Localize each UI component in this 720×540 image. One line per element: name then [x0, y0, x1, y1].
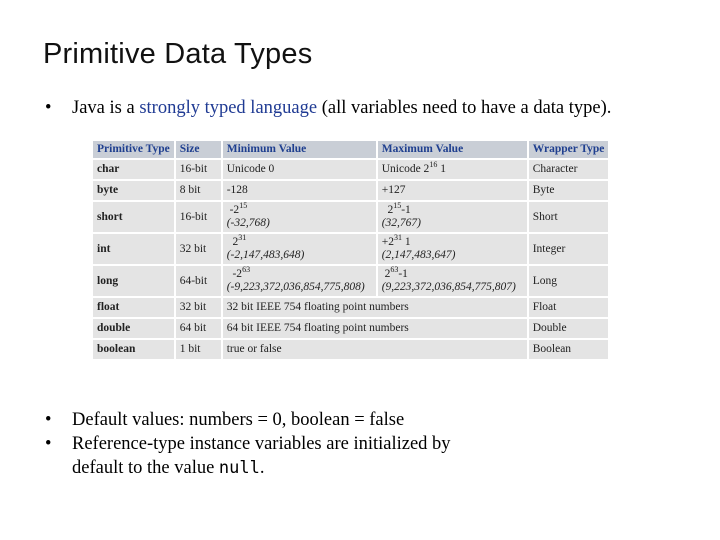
cell-type: int — [92, 233, 175, 265]
bullet-marker: • — [45, 434, 52, 454]
header-maximum-value: Maximum Value — [377, 140, 528, 159]
header-primitive-type: Primitive Type — [92, 140, 175, 159]
cell-wrapper: Character — [528, 159, 610, 180]
max-base: 2 — [387, 204, 394, 216]
max-exponent: 31 — [393, 233, 402, 243]
min-base: -2 — [232, 268, 243, 280]
cell-max — [377, 201, 528, 233]
max-exponent: 15 — [393, 201, 402, 211]
line2-post: . — [259, 458, 265, 478]
cell-size: 64 bit — [175, 318, 222, 339]
bullet-text — [72, 96, 611, 120]
cell-size: 32 bit — [175, 233, 222, 265]
cell-min — [222, 233, 377, 265]
cell-type: short — [92, 201, 175, 233]
max-value-detail: (2,147,483,647) — [381, 249, 456, 261]
cell-min: Unicode 0 — [222, 159, 377, 180]
min-exponent: 15 — [239, 201, 248, 211]
min-base: -2 — [229, 204, 240, 216]
min-exponent: 63 — [242, 265, 251, 275]
cell-range: true or false — [222, 339, 528, 360]
cell-size: 1 bit — [175, 339, 222, 360]
table-header-row — [92, 140, 609, 159]
header-size: Size — [175, 140, 222, 159]
cell-max — [377, 233, 528, 265]
bullet-marker: • — [45, 410, 52, 430]
cell-min — [222, 201, 377, 233]
max-tail: -1 — [398, 268, 408, 280]
bullet-text: Default values: numbers = 0, boolean = false — [72, 410, 405, 430]
max-tail: 1 — [437, 163, 446, 175]
bullet-text-line1: Reference-type instance variables are initialized by — [72, 434, 451, 454]
table-row-char — [92, 159, 609, 180]
min-base: 2 — [232, 236, 239, 248]
cell-max — [377, 159, 528, 180]
table-row-long — [92, 265, 609, 297]
min-exponent: 31 — [238, 233, 247, 243]
max-base: 2 — [384, 268, 391, 280]
header-wrapper-type: Wrapper Type — [528, 140, 610, 159]
line2-pre: default to the value — [72, 458, 219, 478]
cell-wrapper: Double — [528, 318, 610, 339]
cell-min — [222, 265, 377, 297]
max-exponent: 63 — [390, 265, 399, 275]
table-row-double — [92, 318, 609, 339]
cell-type: double — [92, 318, 175, 339]
cell-max — [377, 265, 528, 297]
cell-type: char — [92, 159, 175, 180]
cell-size: 32 bit — [175, 297, 222, 318]
cell-wrapper: Long — [528, 265, 610, 297]
max-value-detail: (32,767) — [381, 217, 422, 229]
table-row-short — [92, 201, 609, 233]
cell-range: 32 bit IEEE 754 floating point numbers — [222, 297, 528, 318]
slide-title: Primitive Data Types — [43, 38, 313, 70]
cell-size: 16-bit — [175, 201, 222, 233]
bullet-text-line2 — [72, 456, 265, 480]
table-row-byte — [92, 180, 609, 201]
strongly-typed-link[interactable]: strongly typed language — [139, 98, 318, 118]
min-value-detail: (-2,147,483,648) — [226, 249, 305, 261]
bullet-text-post: (all variables need to have a data type). — [317, 98, 612, 118]
bullet-text-pre: Java is a — [72, 98, 140, 118]
cell-size: 16-bit — [175, 159, 222, 180]
max-exponent: 16 — [429, 160, 438, 170]
max-base: +2 — [381, 236, 394, 248]
cell-min: -128 — [222, 180, 377, 201]
cell-wrapper: Boolean — [528, 339, 610, 360]
cell-size: 8 bit — [175, 180, 222, 201]
cell-type: float — [92, 297, 175, 318]
min-value-detail: (-9,223,372,036,854,775,808) — [226, 281, 365, 293]
cell-wrapper: Byte — [528, 180, 610, 201]
max-value-detail: (9,223,372,036,854,775,807) — [381, 281, 516, 293]
primitive-types-table — [91, 139, 610, 361]
cell-wrapper: Short — [528, 201, 610, 233]
cell-type: boolean — [92, 339, 175, 360]
table-row-float — [92, 297, 609, 318]
max-base: Unicode 2 — [381, 163, 430, 175]
table-row-int — [92, 233, 609, 265]
max-tail: -1 — [401, 204, 411, 216]
cell-type: long — [92, 265, 175, 297]
null-keyword: null — [218, 458, 260, 478]
min-value-detail: (-32,768) — [226, 217, 270, 229]
cell-wrapper: Float — [528, 297, 610, 318]
cell-range: 64 bit IEEE 754 floating point numbers — [222, 318, 528, 339]
cell-max: +127 — [377, 180, 528, 201]
cell-size: 64-bit — [175, 265, 222, 297]
cell-type: byte — [92, 180, 175, 201]
bullet-marker: • — [45, 98, 52, 118]
header-minimum-value: Minimum Value — [222, 140, 377, 159]
table-row-boolean — [92, 339, 609, 360]
max-tail: 1 — [401, 236, 411, 248]
cell-wrapper: Integer — [528, 233, 610, 265]
